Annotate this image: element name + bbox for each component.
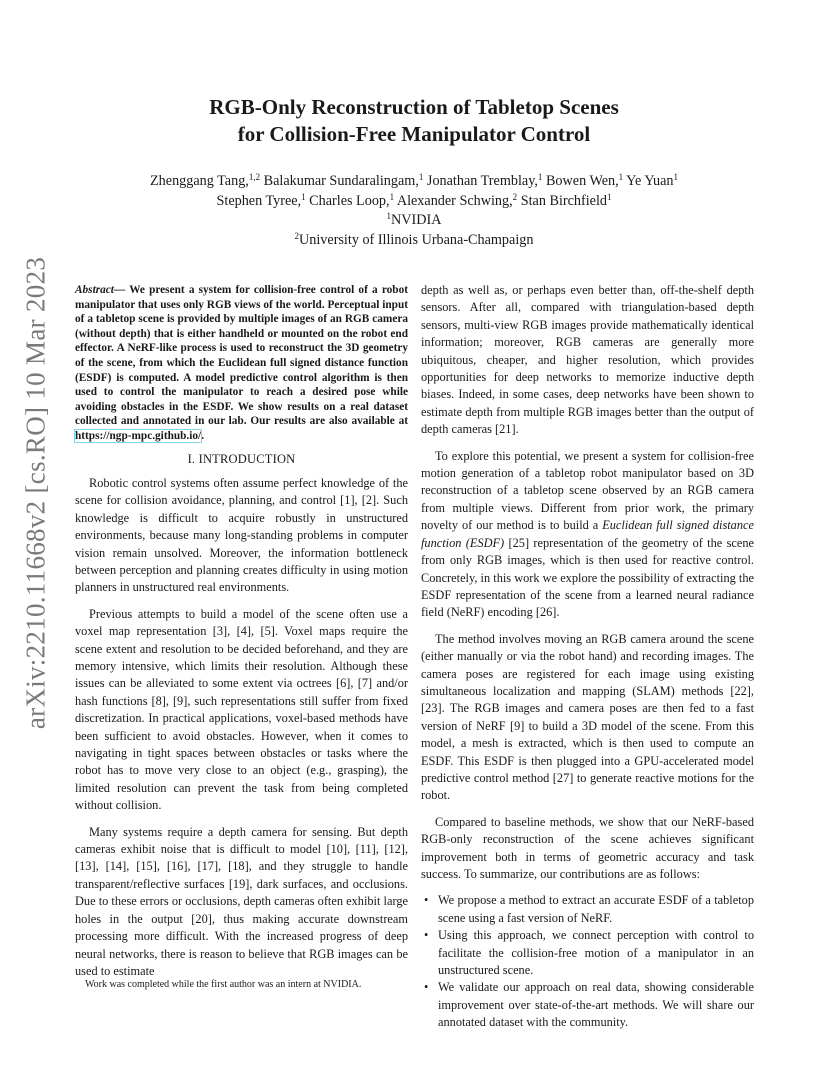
left-column bbox=[75, 283, 408, 980]
contribution-text: We validate our approach on real data, showing considerable improvement over state-of-the-art methods. We will share our annotated dataset with the community. bbox=[438, 980, 754, 1030]
bullet-icon: • bbox=[424, 928, 429, 943]
right-paragraph-4: Compared to baseline methods, we show that our NeRF-based RGB-only reconstruction of the scene achieves significant improvement both in terms of geometric accuracy and task success. To summarize, our contributions are as follows: bbox=[421, 814, 754, 881]
abstract-link-suffix: . bbox=[201, 429, 205, 442]
contributions-list bbox=[421, 892, 754, 1031]
esdf-term: Euclidean full signed distance function (ESDF) bbox=[421, 518, 754, 550]
right-paragraph-1: depth as well as, or perhaps even better than, off-the-shelf depth sensors. After all, compared with triangulation-based depth sensors, multi-view RGB images provide mathematically identical information; moreover, RGB cameras are generally more ubiquitous, cheaper, and higher resolution, which provides opportunities for deep networks to memorize inductive depth biases. Indeed, in some cases, deep networks have been shown to estimate depth from multiple RGB images better than the output of depth cameras [21]. bbox=[421, 283, 754, 437]
bullet-icon: • bbox=[424, 980, 429, 995]
arxiv-stamp-text: arXiv:2210.11668v2 [cs.RO] 10 Mar 2023 bbox=[20, 256, 51, 730]
abstract-body: We present a system for collision-free control of a robot manipulator that uses only RGB views of the world. Perceptual input of a tabletop scene is provided by multiple images of an RGB camera (without depth) that is either handheld or mounted on the robot end effector. A NeRF-like process is used to reconstruct the 3D geometry of the scene, from which the Euclidean full signed distance function (ESDF) is computed. A model predictive control algorithm is then used to control the manipulator to reach a desired pose while avoiding obstacles in the ESDF. We show results on a real dataset collected and annotated in our lab. Our results are also available at bbox=[75, 284, 408, 428]
authors-line-2: Stephen Tyree,$^1$ Charles Loop,$^1$ Alexander Schwing,$^2$ Stan Birchfield$^1$ bbox=[216, 191, 612, 209]
footnote: Work was completed while the first author was an intern at NVIDIA. bbox=[85, 979, 362, 990]
right-p2-start: To explore this potential, we present a system for collision-free motion generation of a tabletop robot manipulator based on 3D reconstruction of a tabletop scene observed by an RGB camera from multiple views. Different from prior work, the primary novelty of our method is to build a bbox=[421, 448, 754, 533]
affiliation-uiuc: $^2$University of Illinois Urbana-Champaign bbox=[294, 230, 534, 248]
bullet-icon: • bbox=[424, 893, 429, 908]
project-link[interactable]: https://ngp-mpc.github.io/ bbox=[75, 429, 202, 442]
abstract-label: Abstract bbox=[75, 284, 114, 296]
authors-line-1: Zhenggang Tang,$^{1,2}$ Balakumar Sundaralingam,$^1$ Jonathan Tremblay,$^1$ Bowen Wen,$^1$ Ye Yuan$^1$ bbox=[150, 172, 678, 189]
right-paragraph-2 bbox=[421, 448, 754, 622]
paper-title bbox=[0, 94, 828, 148]
author-block bbox=[0, 172, 828, 250]
arxiv-stamp bbox=[20, 256, 51, 730]
title-line-1: RGB-Only Reconstruction of Tabletop Scenes bbox=[209, 95, 619, 119]
list-item bbox=[424, 927, 754, 979]
intro-paragraph-3: Many systems require a depth camera for sensing. But depth cameras exhibit noise that is difficult to model [10], [11], [12], [13], [14], [15], [16], [17], [18], and they struggle to handle transparent/reflective surfaces [19], dark surfaces, and occlusions. Due to these errors or occlusions, depth cameras often exhibit large holes in the output [20], thus making accurate downstream processing more difficult. With the increased progress of deep neural networks, there is reason to believe that RGB images can be used to estimate bbox=[75, 824, 408, 978]
contribution-text: We propose a method to extract an accurate ESDF of a tabletop scene using a fast version of NeRF. bbox=[438, 893, 754, 925]
section-heading-introduction: I. INTRODUCTION bbox=[187, 451, 296, 466]
list-item bbox=[424, 979, 754, 1031]
title-line-2: for Collision-Free Manipulator Control bbox=[237, 122, 591, 146]
right-p2-end: [25] representation of the geometry of the scene from only RGB images, which is then used for reactive control. Concretely, in this work we explore the possibility of extracting the ESDF representation of the scene from a learned neural radiance field (NeRF) encoding [26]. bbox=[421, 535, 754, 620]
intro-paragraph-2: Previous attempts to build a model of the scene often use a voxel map representation [3], [4], [5]. Voxel maps require the scene extent and resolution to be decided beforehand, and they are memory intensive, which limits their resolution. Although these issues can be alleviated to some extent via octrees [6], [7] and/or hash functions [8], [9], such representations still suffer from fixed discretization. In practical applications, voxel-based methods have been sufficient to avoid obstacles. However, when it comes to navigating in tight spaces between obstacles or tasks where the robot has to move very close to an object (e.g., grasping), the limited resolution can prevent the task from being completed without collision. bbox=[75, 606, 408, 813]
list-item bbox=[424, 892, 754, 927]
abstract-dash: — bbox=[113, 284, 130, 296]
intro-paragraph-1: Robotic control systems often assume perfect knowledge of the scene for collision avoidance, planning, and control [1], [2]. Such knowledge is difficult to acquire robustly in unstructured environments, because many long-standing problems in computer vision remain unsolved. Moreover, the information bottleneck between perception and planning creates difficulty in using motion planners in unstructured real environments. bbox=[75, 475, 408, 595]
contribution-text: Using this approach, we connect perception with control to facilitate the collision-free motion of a manipulator in an unstructured scene. bbox=[438, 928, 754, 978]
right-column bbox=[421, 282, 754, 1032]
abstract bbox=[75, 283, 408, 444]
affiliation-nvidia: $^1$NVIDIA bbox=[386, 211, 442, 228]
right-paragraph-3: The method involves moving an RGB camera around the scene (either manually or via the robot hand) and recording images. The camera poses are registered for each image using existing simultaneous localization and mapping (SLAM) methods [22], [23]. The RGB images and camera poses are then fed to a fast version of NeRF [9] to build a 3D model of the scene. From this model, a mesh is extracted, which is then used to compute an ESDF. This ESDF is then plugged into a GPU-accelerated model predictive control method [27] to generate reactive motions for the robot. bbox=[421, 631, 754, 803]
